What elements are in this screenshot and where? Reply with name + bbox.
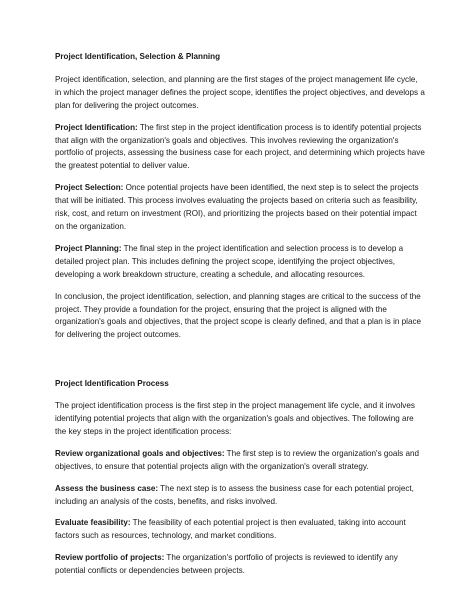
review-goals-paragraph [55, 448, 425, 474]
planning-paragraph [55, 243, 425, 282]
planning-label: Project Planning: [55, 243, 122, 253]
review-portfolio-label: Review portfolio of projects: [55, 553, 165, 563]
assess-business-case-label: Assess the business case: [55, 483, 159, 493]
section-heading-identification-selection-planning: Project Identification, Selection & Planning [55, 52, 221, 61]
document-page [55, 51, 425, 578]
review-portfolio-paragraph [55, 552, 425, 578]
conclusion-paragraph: In conclusion, the project identification, selection, and planning stages are critical to the success of the project. They provide a foundation for the project, ensuring that the project is aligned with the organization's goals and objectives, that the project scope is clearly defined, and that a plan is in place for delivering the project outcomes. [55, 291, 421, 340]
review-goals-text: The first step is to review the organization's goals and objectives, to ensure that potential projects align with the organization's overall strategy. [55, 448, 419, 471]
selection-text: Once potential projects have been identified, the next step is to select the projects that will be initiated. This process involves evaluating the projects based on criteria such as feasibility, risk, cost, and return on investment (ROI), and prioritizing the projects based on their potential impact on the organization. [55, 183, 419, 231]
identification-label: Project Identification: [55, 122, 138, 132]
review-goals-label: Review organizational goals and objectives: [55, 448, 225, 458]
evaluate-feasibility-paragraph [55, 517, 425, 543]
selection-paragraph [55, 182, 425, 234]
review-portfolio-text: The organization's portfolio of projects is reviewed to identify any potential conflicts or dependencies between projects. [55, 553, 398, 576]
planning-text: The final step in the project identification and selection process is to develop a detailed project plan. This includes defining the project scope, identifying the project objectives, developing a work breakdown structure, creating a schedule, and allocating resources. [55, 243, 404, 279]
identification-paragraph [55, 122, 425, 174]
section-heading-identification-process: Project Identification Process [55, 379, 169, 389]
intro-paragraph: Project identification, selection, and planning are the first stages of the project management life cycle, in which the project manager defines the project scope, identifies the project objectives, and develops a plan for delivering the project outcomes. [55, 74, 425, 110]
assess-business-case-paragraph [55, 483, 425, 509]
selection-label: Project Selection: [55, 183, 124, 193]
identification-text: The first step in the project identification process is to identify potential projects that align with the organization's goals and objectives. This involves reviewing the organization's portfolio of projects, assessing the business case for each project, and determining which projects have the greatest potential to deliver value. [55, 122, 425, 171]
process-intro-paragraph: The project identification process is the first step in the project management life cycle, and it involves identifying potential projects that align with the organization's goals and objectives. The following are the key steps in the project identification process: [55, 401, 415, 436]
evaluate-feasibility-label: Evaluate feasibility: [55, 518, 131, 528]
assess-business-case-text: The next step is to assess the business case for each potential project, including an analysis of the costs, benefits, and risks involved. [55, 483, 414, 506]
evaluate-feasibility-text: The feasibility of each potential project is then evaluated, taking into account factors such as resources, technology, and market conditions. [55, 518, 406, 541]
